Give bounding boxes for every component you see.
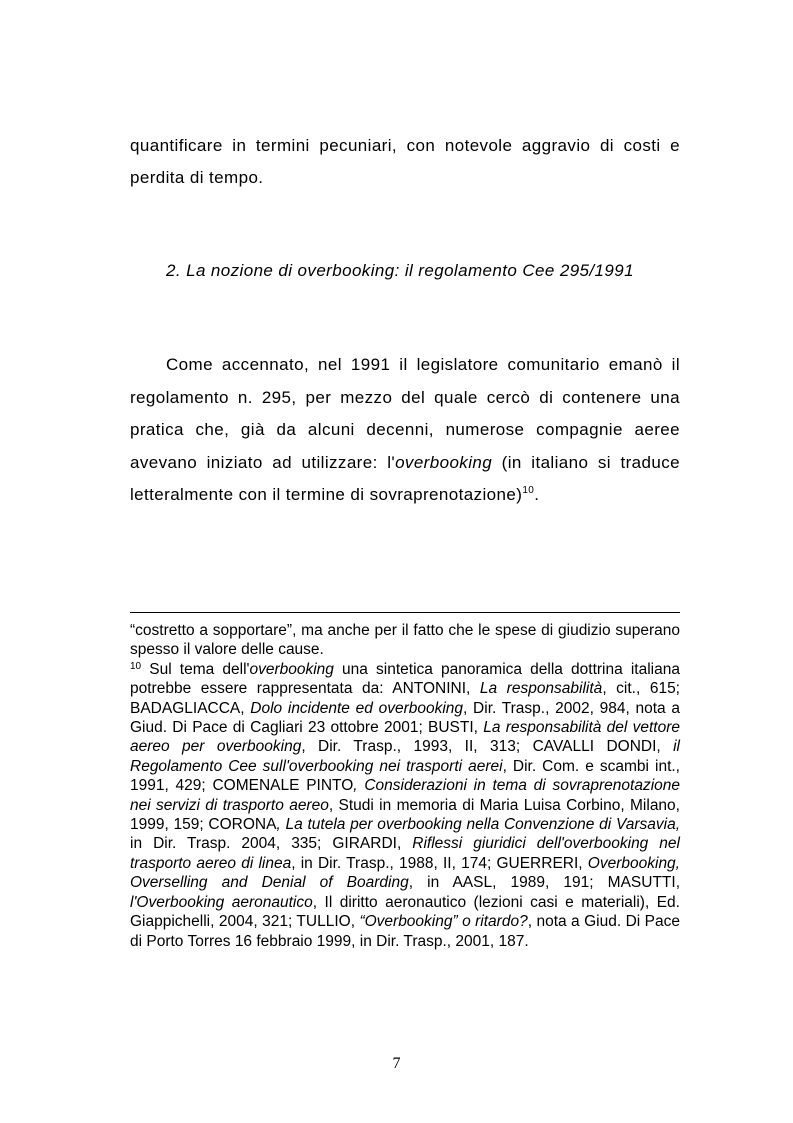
fn10-seg-italic: , Considerazioni in tema di sovraprenotazione nei servizi di trasporto aereo xyxy=(130,777,681,814)
footnote-10 xyxy=(130,660,680,951)
fn10-seg-italic: Overbooking, Overselling and Denial of Boarding xyxy=(130,854,680,892)
p2-term-overbooking: overbooking xyxy=(395,452,493,472)
fn10-seg: , Dir. Trasp., 1993, II, 313; CAVALLI DONDI, xyxy=(301,738,674,756)
fn10-seg: una sintetica panoramica della dottrina italiana potrebbe essere rappresentata da: ANTONINI, xyxy=(130,660,680,698)
p2-text-1: Come accennato, nel 1991 il legislatore comunitario emanò il regolamento n. 295, per mezzo del quale cercò di contenere una pratica che, già da alcuni decenni, numerose compagnie aeree avevano iniziato ad utilizzare: l' xyxy=(130,355,680,472)
footnote-separator xyxy=(130,612,680,613)
fn10-seg-italic: l'Overbooking aeronautico xyxy=(130,893,313,911)
fn10-seg-italic: “Overbooking” o ritardo? xyxy=(359,913,528,931)
fn10-seg-italic: il Regolamento Cee sull'overbooking nei trasporti aerei xyxy=(130,738,680,775)
fn10-seg: Sul tema dell' xyxy=(141,660,250,678)
paragraph-overbooking xyxy=(130,349,680,512)
fn10-seg: , Dir. Com. e scambi int., 1991, 429; COMENALE PINTO xyxy=(130,757,680,795)
fn10-seg: , Il diritto aeronautico (lezioni casi e materiali), Ed. Giappichelli, 2004, 321; TULLIO, xyxy=(130,893,680,931)
p2-text-end: . xyxy=(534,485,540,504)
fn10-seg: in Dir. Trasp. 2004, 335; GIRARDI, xyxy=(130,835,413,853)
footnote-reference-10[interactable]: 10 xyxy=(522,485,535,496)
fn10-seg-italic: La responsabilità xyxy=(479,680,603,698)
fn10-seg: , Studi in memoria di Maria Luisa Corbino, Milano, 1999, 159; CORONA xyxy=(130,796,680,834)
fn10-seg-italic: overbooking xyxy=(249,660,334,678)
paragraph-continued: quantificare in termini pecuniari, con notevole aggravio di costi e perdita di tempo. xyxy=(130,136,680,187)
section-heading: 2. La nozione di overbooking: il regolamento Cee 295/1991 xyxy=(166,261,634,280)
fn10-seg-italic: Riflessi giuridici dell'overbooking nel trasporto aereo di linea xyxy=(130,835,680,872)
fn10-seg-italic: La responsabilità del vettore aereo per overbooking xyxy=(130,719,680,756)
footnote-continuation: “costretto a sopportare”, ma anche per il fatto che le spese di giudizio superano spesso il valore delle cause. xyxy=(130,622,680,659)
fn10-seg: , Dir. Trasp., 2002, 984, nota a Giud. Di Pace di Cagliari 23 ottobre 2001; BUSTI, xyxy=(130,699,680,737)
footnotes xyxy=(130,621,680,951)
fn10-seg-italic: Dolo incidente ed overbooking xyxy=(250,699,464,717)
fn10-seg: , nota a Giud. Di Pace di Porto Torres 16 febbraio 1999, in Dir. Trasp., 2001, 187. xyxy=(130,913,681,950)
fn10-seg: , cit., 615; BADAGLIACCA, xyxy=(130,680,680,717)
footnote-10-mark: 10 xyxy=(130,660,142,672)
fn10-seg-italic: , La tutela per overbooking nella Convenzione di Varsavia, xyxy=(276,816,680,834)
fn10-seg: , in Dir. Trasp., 1988, II, 174; GUERRERI, xyxy=(291,854,588,872)
page-number: 7 xyxy=(392,1055,401,1072)
p2-text-2: (in italiano si traduce letteralmente con il termine di sovraprenotazione) xyxy=(130,452,680,504)
fn10-seg: , in AASL, 1989, 191; MASUTTI, xyxy=(408,874,681,892)
